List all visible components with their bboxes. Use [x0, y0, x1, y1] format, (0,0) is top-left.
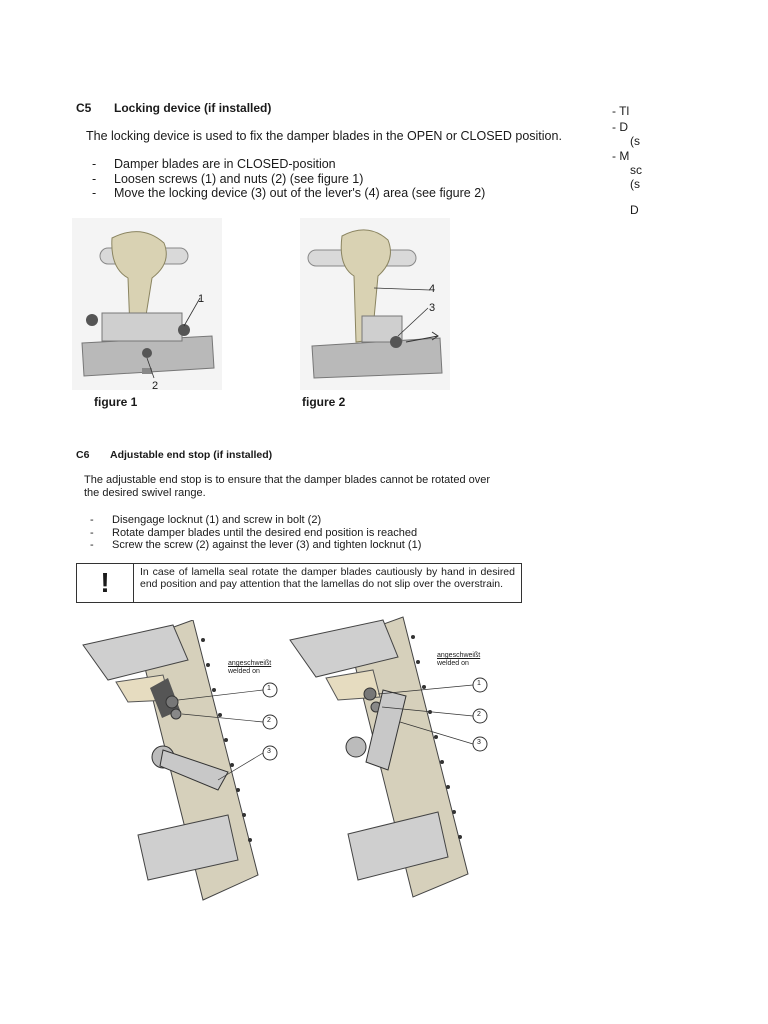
list-item: - Disengage locknut (1) and screw in bolt (2) [90, 514, 322, 526]
c6-intro [84, 474, 490, 500]
side-text-1: - Tl [612, 104, 630, 118]
callout-1-left: 1 [267, 685, 271, 692]
list-item: - Move the locking device (3) out of the lever's (4) area (see figure 2) [92, 186, 486, 200]
figure-2-label-3: 3 [429, 302, 436, 314]
callout-1-right: 1 [477, 680, 481, 687]
callout-3-left: 3 [267, 748, 271, 755]
warning-icon: ! [77, 564, 134, 602]
side-text-5: sc [630, 163, 642, 177]
c6-number: C6 [76, 449, 90, 461]
figure-1-label-2: 2 [152, 380, 159, 392]
callout-3-right: 3 [477, 739, 481, 746]
callout-2-right: 2 [477, 711, 481, 718]
c6-steps [90, 514, 422, 552]
side-text-7: D [630, 203, 639, 217]
figure-2-caption: figure 2 [302, 395, 346, 409]
side-text-6: (s [630, 177, 640, 191]
c6-intro-line-2: the desired swivel range. [84, 487, 206, 499]
c5-intro: The locking device is used to fix the damper blades in the OPEN or CLOSED position. [86, 129, 562, 143]
c5-steps [92, 157, 486, 201]
weld-note-right: angeschweißt welded on [437, 652, 481, 667]
side-text-3: (s [630, 134, 640, 148]
callout-2-left: 2 [267, 717, 271, 724]
figure-1-label-1: 1 [198, 293, 205, 305]
list-item: - Screw the screw (2) against the lever (3) and tighten locknut (1) [90, 539, 422, 551]
c5-title: Locking device (if installed) [114, 101, 272, 115]
c5-number: C5 [76, 101, 92, 115]
figure-1-caption: figure 1 [94, 395, 138, 409]
figure-2-label-4: 4 [429, 283, 436, 295]
side-text-2: - D [612, 120, 628, 134]
list-item: - Rotate damper blades until the desired end position is reached [90, 526, 418, 539]
list-item: - Loosen screws (1) and nuts (2) (see figure 1) [92, 171, 364, 186]
weld-note-left: angeschweißt welded on [228, 660, 272, 675]
warning-text: In case of lamella seal rotate the damper blades cautiously by hand in desired end position and pay attention that the lamellas do not slip over the overstrain. [140, 566, 515, 590]
figure-2-image [300, 218, 450, 390]
side-text-4: - M [612, 149, 630, 163]
warning-box [76, 563, 522, 603]
list-item: - Damper blades are in CLOSED-position [92, 157, 336, 171]
c6-intro-line-1: The adjustable end stop is to ensure that the damper blades cannot be rotated over [84, 474, 491, 486]
c6-title: Adjustable end stop (if installed) [110, 449, 273, 461]
